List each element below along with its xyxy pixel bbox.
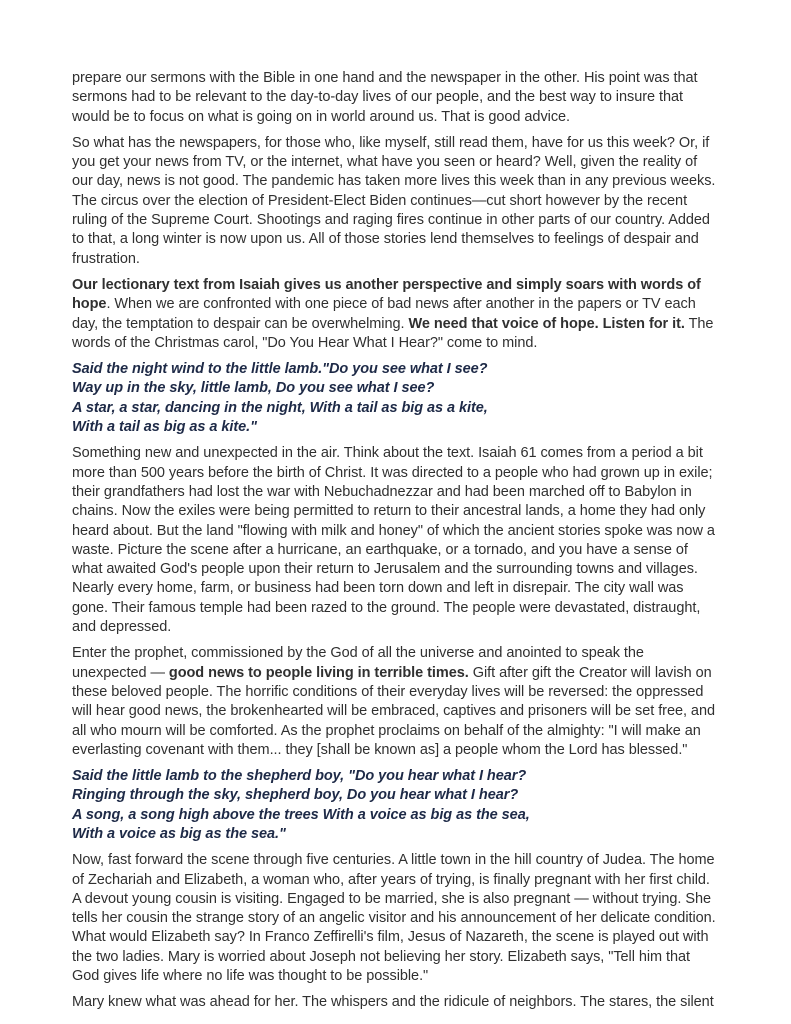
text-run: So what has the newspapers, for those who, like myself, still read them, have for us this week? Or, if you get your news from TV, or the internet, what have you seen or heard? Well, given the reality of our day, news is not good. The pandemic has taken more lives this week than in any previous weeks. The circus over the election of President-Elect Biden continues—cut short however by the recent ruling of the Supreme Court. Shootings and raging fires continue in other parts of our country. Added to that, a long winter is now upon us. All of those stories lend themselves to feelings of despair and frustration. <box>72 134 716 267</box>
body-paragraph <box>72 276 719 353</box>
verse-line: A song, a song high above the trees With a voice as big as the sea, <box>72 806 530 823</box>
verse-paragraph <box>72 767 719 844</box>
body-paragraph <box>72 69 719 127</box>
verse-paragraph <box>72 360 719 437</box>
document-body <box>72 69 719 1013</box>
text-run: Gift after gift the Creator will lavish on these beloved people. The horrific conditions of their everyday lives will be reversed: the oppressed will hear good news, the brokenhearted will be embraced, captives and prisoners will be set free, and all who mourn will be comforted. As the prophet proclaims on behalf of the almighty: "I will make an everlasting covenant with them... they [shall be known as] a people whom the Lord has blessed." <box>72 664 715 758</box>
body-paragraph <box>72 134 719 269</box>
text-run: Something new and unexpected in the air. Think about the text. Isaiah 61 comes from a period a bit more than 500 years before the birth of Christ. It was directed to a people who had grown up in exile; their grandfathers had lost the war with Nebuchadnezzar and had been marched off to Babylon in chains. Now the exiles were being permitted to return to their ancestral lands, a home they had only heard about. But the land "flowing with milk and honey" of which the ancient stories spoke was now a waste. Picture the scene after a hurricane, an earthquake, or a tornado, and you have a sense of what awaited God's people upon their return to Jerusalem and the surrounding towns and villages. Nearly every home, farm, or business had been torn down and left in disrepair. The city wall was gone. Their famous temple had been razed to the ground. The people were devastated, distraught, and depressed. <box>72 445 715 636</box>
text-run: Enter the prophet, commissioned by the God of all the universe and anointed to speak the unexpected — <box>72 645 644 681</box>
verse-line: A star, a star, dancing in the night, With a tail as big as a kite, <box>72 399 488 416</box>
bold-text-run: We need that voice of hope. Listen for it. <box>408 315 685 332</box>
body-paragraph <box>72 851 719 986</box>
text-run: prepare our sermons with the Bible in one hand and the newspaper in the other. His point was that sermons had to be relevant to the day-to-day lives of our people, and the best way to insure that would be to focus on what is going on in world around us. That is good advice. <box>72 70 698 125</box>
verse-line: Way up in the sky, little lamb, Do you see what I see? <box>72 380 435 397</box>
verse-line: Said the little lamb to the shepherd boy, "Do you hear what I hear? <box>72 768 527 785</box>
text-run: . When we are confronted with one piece of bad news after another in the papers or TV each day, the temptation to despair can be overwhelming. <box>72 296 696 332</box>
text-run: Now, fast forward the scene through five centuries. A little town in the hill country of Judea. The home of Zechariah and Elizabeth, a woman who, after years of trying, is finally pregnant with her first child. A devout young cousin is visiting. Engaged to be married, she is also pregnant — without trying. She tells her cousin the strange story of an angelic visitor and his announcement of her delicate condition. What would Elizabeth say? In Franco Zeffirelli's film, Jesus of Nazareth, the scene is played out with the two ladies. Mary is worried about Joseph not believing her story. Elizabeth says, "Tell him that God gives life where no life was thought to be possible." <box>72 852 716 985</box>
bold-text-run: Our lectionary text from Isaiah gives us another perspective and simply soars with words of hope <box>72 276 701 313</box>
body-paragraph <box>72 444 719 637</box>
verse-line: Said the night wind to the little lamb."Do you see what I see? <box>72 361 488 378</box>
verse-line: Ringing through the sky, shepherd boy, Do you hear what I hear? <box>72 787 519 804</box>
body-paragraph <box>72 644 719 760</box>
text-run: Mary knew what was ahead for her. The whispers and the ridicule of neighbors. The stares, the silent <box>72 994 714 1011</box>
body-paragraph <box>72 993 719 1012</box>
text-run: The words of the Christmas carol, "Do You Hear What I Hear?" come to mind. <box>72 315 714 351</box>
verse-line: With a voice as big as the sea." <box>72 825 286 842</box>
verse-line: With a tail as big as a kite." <box>72 419 257 436</box>
bold-text-run: good news to people living in terrible times. <box>168 664 469 681</box>
